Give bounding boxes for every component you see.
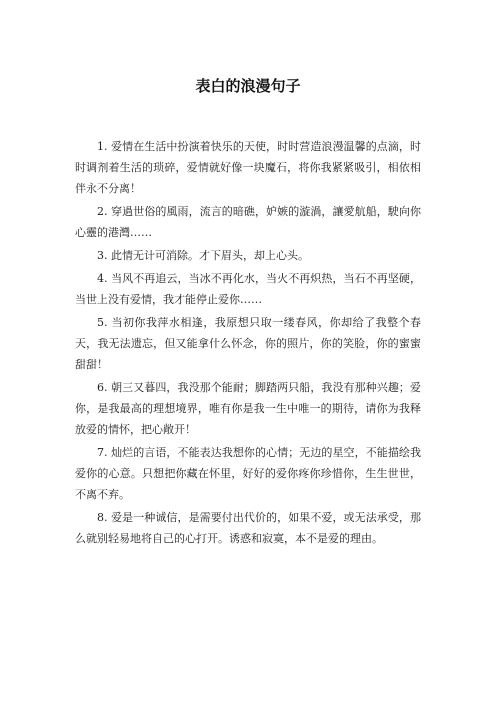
document-body xyxy=(75,136,421,551)
paragraph-2: 2. 穿過世俗的風雨，流言的暗礁，妒嫉的漩渦，讓愛航船，駛向你心靈的港灣…… xyxy=(75,205,421,239)
paragraph-8: 8. 爱是一种诚信，是需要付出代价的，如果不爱，或无法承受，那么就别轻易地将自己的心打开。诱惑和寂寞，本不是爱的理由。 xyxy=(75,511,421,545)
paragraph-1: 1. 爱情在生活中扮演着快乐的天使，时时营造浪漫温馨的点滴，时时调剂着生活的琐碎，爱情就好像一块魔石，将你我紧紧吸引，相依相伴永不分离！ xyxy=(75,140,421,195)
paragraph-6: 6. 朝三又暮四，我没那个能耐；脚踏两只船，我没有那种兴趣；爱你，是我最高的理想境界，唯有你是我一生中唯一的期待，请你为我释放爱的情怀，把心敞开！ xyxy=(75,381,421,436)
paragraph-4: 4. 当风不再追云，当冰不再化水，当火不再炽热，当石不再坚硬，当世上没有爱情，我才能停止爱你…… xyxy=(75,272,421,306)
paragraph-7: 7. 灿烂的言语，不能表达我想你的心情；无边的星空，不能描绘我爱你的心意。只想把你藏在怀里，好好的爱你疼你珍惜你，生生世世，不离不弃。 xyxy=(75,446,421,501)
document-title: 表白的浪漫句子 xyxy=(195,77,301,95)
paragraph-3: 3. 此情无计可消除。才下眉头，却上心头。 xyxy=(97,249,309,262)
paragraph-5: 5. 当初你我萍水相逢，我原想只取一缕春风，你却给了我整个春天，我无法遗忘，但又能拿什么怀念，你的照片，你的笑脸，你的蜜蜜甜甜！ xyxy=(75,316,421,371)
